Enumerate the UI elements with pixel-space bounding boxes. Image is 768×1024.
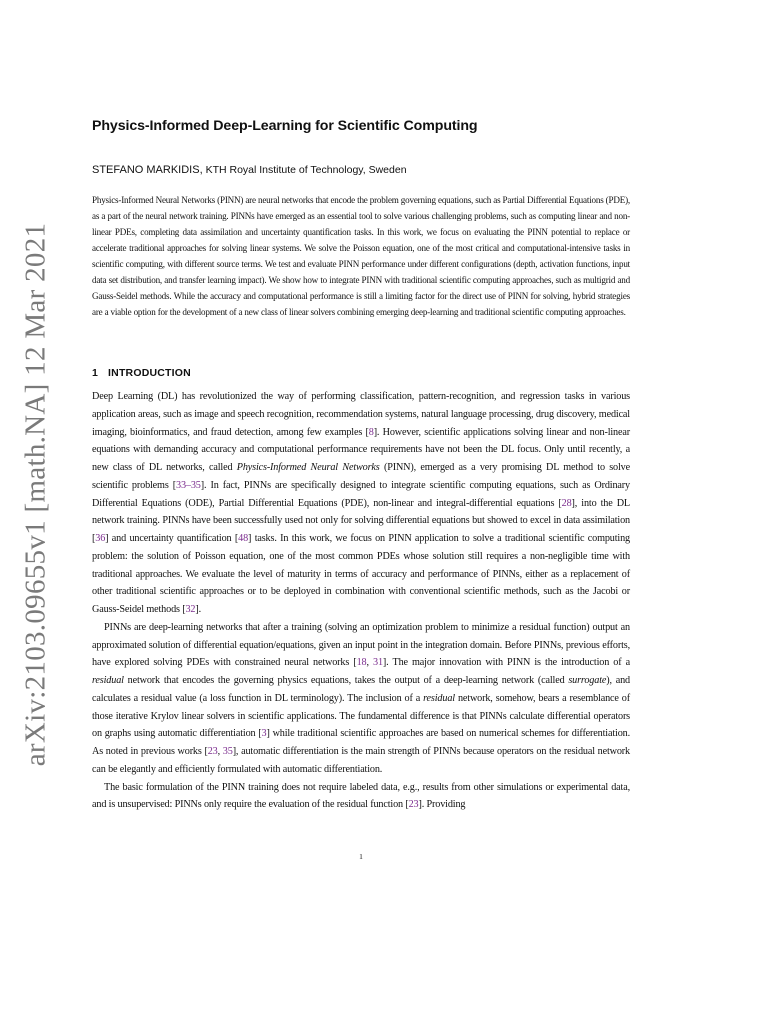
emphasized-text: surrogate	[568, 675, 607, 686]
arxiv-watermark	[12, 222, 60, 766]
paragraph-2	[92, 619, 630, 779]
paragraph-text: PINNs are deep-learning networks that after a training (solving an optimization problem to minimize a residual function) output an approximated solution of differential equation/equations, given an input point in the integration domain. Before PINNs, previous efforts, have explored solving PDEs with constrained neural networks [	[92, 621, 630, 669]
paragraph-text: ] while traditional scientific approaches are based on numerical schemes for differentiation. As noted in previous works [	[92, 728, 630, 757]
paragraph-text: ]. The major innovation with PINN is the introduction of a	[382, 657, 630, 669]
author-line	[92, 164, 630, 176]
citation-link[interactable]: 3	[261, 728, 267, 740]
body-text	[92, 388, 630, 814]
citation-link[interactable]: 31	[373, 657, 383, 669]
page-number: 1	[359, 852, 363, 861]
paragraph-text: ] tasks. In this work, we focus on PINN application to solve a traditional scientific computing problem: the solution of Poisson equation, one of the most common PDEs whose solution still requires a non-negligible time with traditional approaches. We evaluate the level of maturity in terms of accuracy and performance of PINNs, either as a replacement of other traditional scientific approaches or to be deployed in combination with conventional scientific methods, such as the Jacobi or Gauss-Seidel methods [	[92, 533, 631, 615]
citation-link[interactable]: 18	[356, 657, 367, 669]
paragraph-1	[92, 388, 630, 619]
paragraph-text: ]. However, scientific applications solving linear and non-linear equations with demanding accuracy and computational performance requirements have not been the DL focus. Only until recently, a new class of DL networks, called	[92, 426, 630, 473]
paragraph-text: ]. Providing	[418, 799, 466, 811]
section-heading	[92, 367, 630, 379]
emphasized-text: residual	[92, 675, 124, 686]
paragraph-text: The basic formulation of the PINN training does not require labeled data, e.g., results from other simulations or experimental data, and is unsupervised: PINNs only require the evaluation of the residual function [	[92, 781, 630, 811]
abstract: Physics-Informed Neural Networks (PINN) are neural networks that encode the problem governing equations, such as Partial Differential Equations (PDE), as a part of the neural network training. PINNs have emerged as an essential tool to solve various challenging problems, such as computing linear and non-linear PDEs, completing data assimilation and uncertainty quantification tasks. In this work, we focus on evaluating the PINN potential to replace or accelerate traditional approaches for solving linear systems. We solve the Poisson equation, one of the most critical and computational-intensive tasks in scientific computing, with different source terms. We test and evaluate PINN performance under different configurations (depth, activation functions, input data set distribution, and transfer learning impact). We show how to integrate PINN with traditional scientific computing approaches, such as multigrid and Gauss-Seidel methods. While the accuracy and computational performance is still a limiting factor for the direct use of PINN for solving, hybrid strategies are a viable option for the development of a new class of linear solvers combining emerging deep-learning and traditional scientific computing approaches.	[92, 195, 630, 317]
paragraph-text: ]. In fact, PINNs are specifically designed to integrate scientific computing equations, such as Ordinary Differential Equations (ODE), Partial Differential Equations (PDE), non-linear and integral-differential equations [	[92, 479, 630, 509]
citation-link[interactable]: 48	[238, 533, 249, 544]
paragraph-text: ], automatic differentiation is the main strength of PINNs because operators on the residual network can be elegantly and efficiently formulated with automatic differentiation.	[92, 746, 630, 775]
paragraph-text: network that encodes the governing physics equations, takes the output of a deep-learning network (called	[123, 675, 569, 686]
citation-link[interactable]: 33–35	[176, 479, 201, 491]
citation-link[interactable]: 32	[185, 604, 196, 615]
citation-link[interactable]: 23	[408, 799, 419, 811]
paragraph-text: ].	[195, 604, 201, 615]
paragraph-text: ] and uncertainty quantification [	[105, 533, 239, 544]
paragraph-text: ,	[217, 746, 223, 757]
citation-link[interactable]: 36	[95, 533, 106, 544]
paragraph-text: ), and calculates a residual value (a loss function in DL terminology). The inclusion of a	[92, 675, 630, 704]
author-name: STEFANO MARKIDIS,	[92, 164, 203, 176]
paragraph-3	[92, 779, 630, 815]
section-number: 1	[92, 367, 99, 379]
paragraph-text: (PINN), emerged as a very promising DL method to solve scientific problems [	[92, 462, 630, 491]
citation-link[interactable]: 28	[561, 497, 572, 509]
paragraph-text: ], into the DL network training. PINNs have been successfully used not only for solving differential equations but showed to excel in data assimilation [	[92, 497, 631, 544]
paragraph-text: network, somehow, bears a resemblance of those iterative Krylov linear solvers in scientific applications. The fundamental difference is that PINNs calculate differential operators on graphs using automatic differentiation [	[92, 692, 630, 740]
arxiv-identifier: arXiv:2103.09655v1 [math.NA] 12 Mar 2021	[19, 222, 52, 766]
paragraph-text: ,	[366, 657, 373, 669]
paragraph-text: Deep Learning (DL) has revolutionized the way of performing classification, pattern-recognition, and regression tasks in various application areas, such as image and speech recognition, recommendation systems, natural language processing, drug discovery, medical imaging, bioinformatics, and fraud detection, among few examples [	[92, 391, 630, 438]
paper-title: Physics-Informed Deep-Learning for Scientific Computing	[92, 118, 478, 134]
citation-link[interactable]: 8	[368, 426, 374, 438]
emphasized-text: Physics-Informed Neural Networks	[236, 462, 380, 473]
section-title: INTRODUCTION	[108, 367, 191, 379]
citation-link[interactable]: 23	[207, 746, 218, 757]
emphasized-text: residual	[423, 692, 455, 704]
author-affiliation: KTH Royal Institute of Technology, Sweden	[205, 164, 407, 176]
citation-link[interactable]: 35	[222, 746, 233, 757]
